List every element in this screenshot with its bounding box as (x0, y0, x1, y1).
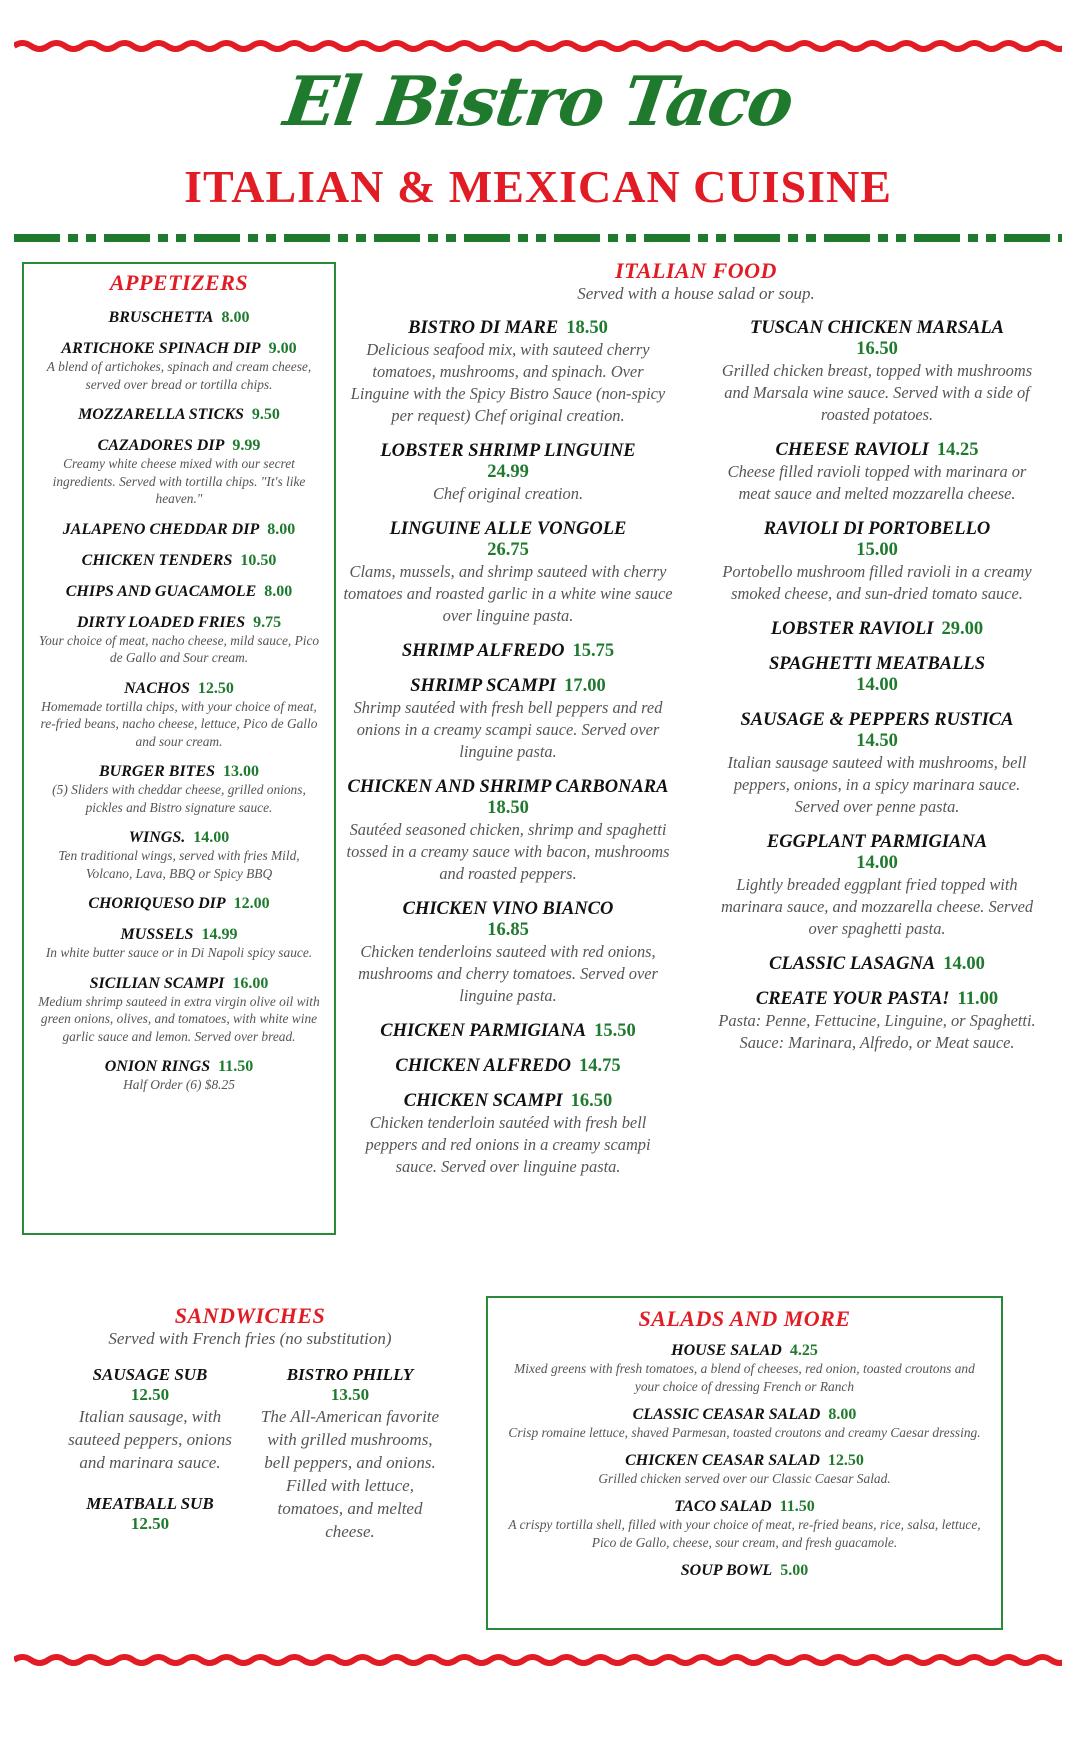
menu-item (38, 583, 320, 601)
divider-dash (716, 234, 726, 242)
menu-item-name: CHICKEN ALFREDO (395, 1056, 571, 1076)
menu-item-price: 14.25 (936, 440, 979, 460)
menu-item-description: Creamy white cheese mixed with our secret ingredients. Served with tortilla chips. "It's like heaven." (52, 456, 306, 506)
menu-item-name: BISTRO DI MARE (408, 318, 559, 338)
menu-item-price: 9.50 (251, 406, 280, 423)
menu-item-price: 14.99 (201, 926, 238, 943)
menu-item-name: CHICKEN VINO BIANCO (402, 899, 614, 919)
menu-item-name: SHRIMP SCAMPI (410, 676, 557, 696)
menu-item-name: CHICKEN SCAMPI (403, 1091, 563, 1111)
menu-item (38, 975, 320, 1046)
restaurant-logo: El Bistro Taco (279, 62, 797, 142)
menu-item-price: 12.50 (130, 1514, 170, 1533)
sandwiches-title: SANDWICHES (174, 1303, 326, 1328)
menu-item-description: Chicken tenderloins sauteed with red onions, mushrooms and cherry tomatoes. Served over linguine pasta. (358, 942, 658, 1005)
menu-item-name: CLASSIC CEASAR SALAD (632, 1406, 821, 1423)
sandwiches-section (60, 1303, 440, 1541)
menu-item-name: SAUSAGE & PEPPERS RUSTICA (740, 710, 1014, 730)
menu-item-description: Italian sausage, with sauteed peppers, onions and marinara sauce. (68, 1407, 232, 1472)
divider-dash (446, 234, 456, 242)
menu-item-description: Chef original creation. (432, 484, 584, 503)
menu-item (343, 318, 673, 427)
top-wave-border (14, 36, 1062, 56)
menu-item-description: Shrimp sautéed with fresh bell peppers and red onions in a creamy scampi sauce. Served over linguine pasta. (353, 698, 663, 761)
appetizers-list (38, 309, 320, 1094)
menu-item-name: CHICKEN TENDERS (81, 551, 233, 569)
menu-item-name: LOBSTER SHRIMP LINGUINE (380, 441, 636, 461)
menu-item (60, 1494, 240, 1534)
italian-right-column (712, 318, 1042, 1068)
menu-item-price: 13.00 (223, 763, 260, 780)
menu-item-description: Grilled chicken served over our Classic Caesar Salad. (598, 1471, 891, 1486)
menu-item-price: 12.50 (197, 679, 234, 697)
menu-item (506, 1342, 983, 1396)
divider-dash (86, 234, 96, 242)
menu-item-name: SICILIAN SCAMPI (89, 974, 225, 992)
menu-item-price: 8.00 (221, 309, 250, 326)
menu-item (506, 1452, 983, 1488)
divider-dash (968, 234, 978, 242)
divider-dash (68, 234, 78, 242)
menu-item-price: 15.50 (594, 1021, 636, 1041)
menu-item-price: 11.00 (957, 989, 999, 1009)
dashed-divider (14, 234, 1062, 242)
menu-item-price: 4.25 (789, 1342, 818, 1359)
menu-item-name: TACO SALAD (674, 1498, 772, 1515)
italian-subtitle: Served with a house salad or soup. (577, 284, 815, 303)
menu-item-name: CHICKEN PARMIGIANA (380, 1021, 587, 1041)
menu-item-name: CLASSIC LASAGNA (769, 954, 936, 974)
divider-dash (608, 234, 618, 242)
sandwiches-right-column (260, 1365, 440, 1563)
menu-item (343, 676, 673, 763)
menu-item-description: Clams, mussels, and shrimp sauteed with cherry tomatoes and roasted garlic in a white wine sauce over linguine pasta. (343, 562, 673, 625)
menu-item (343, 1021, 673, 1042)
menu-item (712, 519, 1042, 605)
menu-item-name: LINGUINE ALLE VONGOLE (389, 519, 627, 539)
menu-item (38, 1058, 320, 1094)
menu-item-description: A crispy tortilla shell, filled with your choice of meat, re-fried beans, rice, salsa, lettuce, Pico de Gallo, cheese, sour cream, and fresh guacamole. (508, 1517, 981, 1550)
menu-item-name: CHEESE RAVIOLI (775, 440, 929, 460)
divider-dash (914, 234, 960, 242)
menu-item-name: MEATBALL SUB (86, 1494, 214, 1513)
divider-dash (644, 234, 690, 242)
menu-item (260, 1365, 440, 1543)
menu-item (712, 440, 1042, 505)
menu-item-price: 16.85 (487, 920, 529, 940)
menu-item-price: 10.50 (240, 551, 277, 569)
divider-dash (14, 234, 60, 242)
menu-item-name: EGGPLANT PARMIGIANA (766, 832, 988, 852)
menu-item-name: SOUP BOWL (680, 1562, 773, 1579)
menu-item (38, 552, 320, 570)
divider-dash (104, 234, 150, 242)
menu-item-name: TUSCAN CHICKEN MARSALA (750, 318, 1004, 338)
divider-dash (176, 234, 186, 242)
cuisine-tagline: ITALIAN & MEXICAN CUISINE (184, 161, 892, 212)
menu-item-description: (5) Sliders with cheddar cheese, grilled onions, pickles and Bistro signature sauce. (52, 782, 306, 815)
menu-item-price: 12.00 (233, 895, 270, 912)
salads-list (506, 1342, 983, 1580)
menu-item-price: 17.00 (564, 676, 606, 696)
menu-item (38, 829, 320, 882)
divider-dash (1058, 234, 1062, 242)
divider-dash (518, 234, 528, 242)
italian-header (340, 258, 1052, 304)
menu-item-price: 26.75 (487, 540, 529, 560)
menu-item-price: 12.50 (827, 1452, 864, 1469)
menu-item-description: Lightly breaded eggplant fried topped with marinara sauce, and mozzarella cheese. Served over spaghetti pasta. (720, 875, 1034, 938)
divider-dash (896, 234, 906, 242)
menu-item (712, 710, 1042, 818)
menu-item-price: 8.00 (828, 1406, 857, 1423)
divider-dash (788, 234, 798, 242)
menu-item-name: CHICKEN AND SHRIMP CARBONARA (347, 777, 669, 797)
menu-item (38, 680, 320, 751)
menu-item-name: MOZZARELLA STICKS (78, 406, 244, 423)
menu-item-description: Ten traditional wings, served with fries Mild, Volcano, Lava, BBQ or Spicy BBQ (58, 848, 300, 881)
menu-item (38, 521, 320, 539)
menu-item-price: 15.00 (856, 540, 898, 560)
menu-item (38, 406, 320, 424)
menu-item-description: Portobello mushroom filled ravioli in a creamy smoked cheese, and sun-dried tomato sauce. (722, 562, 1032, 603)
menu-item-price: 15.75 (572, 641, 615, 661)
menu-item-description: Half Order (6) $8.25 (123, 1077, 235, 1092)
menu-item (38, 340, 320, 393)
menu-item (38, 763, 320, 816)
menu-item (343, 777, 673, 885)
menu-item-name: BURGER BITES (98, 763, 216, 780)
menu-item-description: Mixed greens with fresh tomatoes, a blend of cheeses, red onion, toasted croutons and your choice of dressing French or Ranch (514, 1361, 975, 1394)
menu-item (38, 309, 320, 327)
divider-dash (1004, 234, 1050, 242)
menu-item (60, 1365, 240, 1474)
divider-dash (986, 234, 996, 242)
menu-item-description: Delicious seafood mix, with sauteed cherry tomatoes, mushrooms, and spinach. Over Linguine with the Spicy Bistro Sauce (non-spicy per request) Chef original creation. (350, 340, 666, 425)
menu-item-name: ARTICHOKE SPINACH DIP (61, 340, 261, 357)
menu-item-description: In white butter sauce or in Di Napoli spicy sauce. (45, 945, 313, 960)
menu-item (38, 926, 320, 962)
divider-dash (338, 234, 348, 242)
sandwiches-left-column (60, 1365, 240, 1554)
menu-item-price: 14.75 (579, 1056, 621, 1076)
menu-item-name: RAVIOLI DI PORTOBELLO (763, 519, 991, 539)
divider-dash (536, 234, 546, 242)
menu-item-name: CHORIQUESO DIP (88, 895, 226, 912)
menu-item-price: 9.00 (268, 340, 297, 357)
menu-item-name: CAZADORES DIP (97, 437, 225, 454)
italian-title: ITALIAN FOOD (615, 258, 777, 283)
menu-item-description: Cheese filled ravioli topped with marinara or meat sauce and melted mozzarella cheese. (727, 462, 1027, 503)
divider-dash (554, 234, 600, 242)
bottom-wave-border (14, 1650, 1062, 1670)
menu-item (343, 641, 673, 662)
menu-item-name: SPAGHETTI MEATBALLS (768, 654, 986, 674)
menu-item (506, 1562, 983, 1580)
divider-dash (284, 234, 330, 242)
menu-item-name: HOUSE SALAD (671, 1342, 782, 1359)
menu-item-description: A blend of artichokes, spinach and cream cheese, served over bread or tortilla chips. (46, 359, 312, 392)
menu-item-name: WINGS. (128, 829, 186, 846)
menu-item-description: Pasta: Penne, Fettucine, Linguine, or Spaghetti. Sauce: Marinara, Alfredo, or Meat sauce. (718, 1011, 1036, 1052)
menu-item-price: 16.50 (856, 339, 898, 359)
menu-item-name: MUSSELS (120, 926, 194, 943)
menu-item-name: DIRTY LOADED FRIES (76, 613, 246, 631)
appetizers-title: APPETIZERS (109, 270, 249, 295)
menu-item (506, 1498, 983, 1552)
divider-dash (158, 234, 168, 242)
menu-item-price: 14.00 (943, 954, 985, 974)
menu-item-name: SAUSAGE SUB (92, 1365, 208, 1384)
menu-item-name: SHRIMP ALFREDO (401, 641, 565, 661)
menu-item-price: 11.50 (218, 1058, 254, 1075)
menu-item (712, 318, 1042, 426)
menu-item-name: BISTRO PHILLY (286, 1365, 414, 1384)
divider-dash (626, 234, 636, 242)
divider-dash (266, 234, 276, 242)
menu-item-description: Homemade tortilla chips, with your choice of meat, re-fried beans, nacho cheese, lettuce, Pico de Gallo and sour cream. (40, 698, 318, 749)
divider-dash (878, 234, 888, 242)
menu-item-name: CHICKEN CEASAR SALAD (625, 1452, 820, 1469)
divider-dash (698, 234, 708, 242)
menu-item (38, 895, 320, 913)
divider-dash (734, 234, 780, 242)
menu-item (38, 614, 320, 667)
divider-dash (356, 234, 366, 242)
menu-item (712, 954, 1042, 975)
menu-item-price: 12.50 (130, 1385, 170, 1404)
menu-item-name: CHIPS AND GUACAMOLE (65, 582, 257, 600)
menu-item-price: 14.00 (856, 853, 898, 873)
menu-item (712, 619, 1042, 640)
menu-item (712, 832, 1042, 940)
divider-dash (806, 234, 816, 242)
menu-item-price: 18.50 (487, 798, 529, 818)
salads-section (486, 1296, 1003, 1630)
menu-item-price: 16.50 (570, 1091, 613, 1111)
menu-item-description: Your choice of meat, nacho cheese, mild sauce, Pico de Gallo and Sour cream. (38, 632, 320, 665)
menu-item-price: 11.50 (779, 1498, 815, 1515)
menu-item-description: The All-American favorite with grilled mushrooms, bell peppers, and onions. Filled with lettuce, tomatoes, and melted cheese. (260, 1407, 440, 1541)
menu-item (712, 654, 1042, 696)
menu-item-description: Chicken tenderloin sautéed with fresh bell peppers and red onions in a creamy scampi sauce. Served over linguine pasta. (365, 1113, 651, 1176)
menu-item-price: 8.00 (264, 582, 293, 600)
divider-dash (428, 234, 438, 242)
menu-item (343, 441, 673, 505)
divider-dash (464, 234, 510, 242)
menu-item-price: 16.00 (232, 974, 269, 992)
menu-item (343, 899, 673, 1007)
menu-item (343, 519, 673, 627)
menu-item-description: Sautéed seasoned chicken, shrimp and spaghetti tossed in a creamy sauce with bacon, mushrooms and roasted peppers. (346, 820, 670, 883)
menu-item-name: JALAPENO CHEDDAR DIP (62, 520, 260, 538)
menu-item-name: ONION RINGS (104, 1058, 211, 1075)
divider-dash (248, 234, 258, 242)
menu-item (38, 437, 320, 508)
menu-item (343, 1091, 673, 1178)
menu-item-price: 13.50 (330, 1385, 370, 1404)
menu-item-name: LOBSTER RAVIOLI (770, 619, 934, 639)
italian-left-column (343, 318, 673, 1192)
appetizers-section (22, 262, 336, 1235)
menu-item-description: Italian sausage sauteed with mushrooms, bell peppers, onions, in a spicy marinara sauce. Served over penne pasta. (727, 753, 1027, 816)
menu-item-price: 9.99 (232, 437, 261, 454)
divider-dash (374, 234, 420, 242)
menu-item-price: 14.50 (856, 731, 898, 751)
menu-item-description: Grilled chicken breast, topped with mushrooms and Marsala wine sauce. Served with a side of roasted potatoes. (721, 361, 1033, 424)
sandwiches-subtitle: Served with French fries (no substitution) (108, 1329, 392, 1348)
divider-dash (824, 234, 870, 242)
menu-item-price: 24.99 (487, 462, 529, 482)
divider-dash (194, 234, 240, 242)
menu-item (343, 1056, 673, 1077)
menu-item (506, 1406, 983, 1442)
menu-item-name: BRUSCHETTA (108, 309, 214, 326)
menu-item-name: NACHOS (124, 679, 190, 697)
menu-item-price: 8.00 (267, 520, 296, 538)
menu-item-price: 29.00 (941, 619, 984, 639)
menu-item (712, 989, 1042, 1054)
menu-item-price: 14.00 (856, 675, 898, 695)
menu-item-description: Crisp romaine lettuce, shaved Parmesan, toasted croutons and creamy Caesar dressing. (508, 1425, 981, 1440)
menu-item-name: CREATE YOUR PASTA! (755, 989, 950, 1009)
menu-item-price: 9.75 (253, 613, 282, 631)
menu-item-price: 14.00 (193, 829, 230, 846)
salads-title: SALADS AND MORE (638, 1306, 851, 1331)
menu-item-description: Medium shrimp sauteed in extra virgin olive oil with green onions, olives, and tomatoes, with white wine garlic sauce and lemon. Served over bread. (38, 993, 320, 1044)
menu-item-price: 18.50 (566, 318, 608, 338)
menu-item-price: 5.00 (780, 1562, 809, 1579)
